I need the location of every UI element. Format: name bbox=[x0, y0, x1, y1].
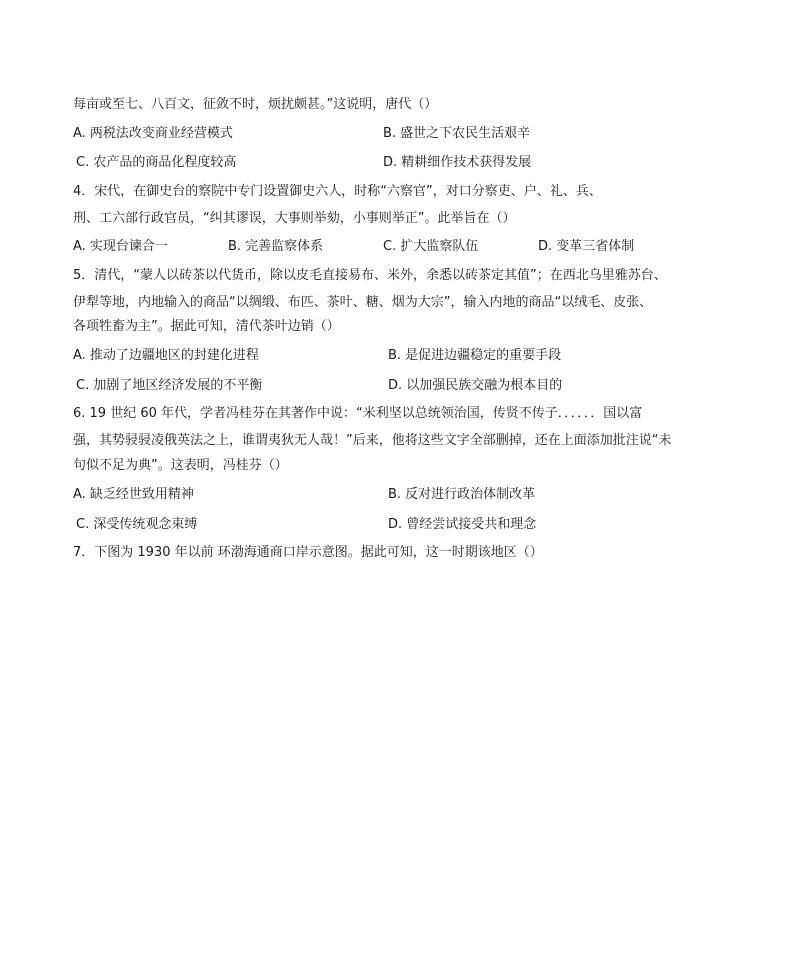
q6-option-b: B. 反对进行政治体制改革 bbox=[388, 487, 536, 502]
q4-option-d: D. 变革三省体制 bbox=[538, 239, 635, 254]
q5-stem-line1: 5．清代，“蒙人以砖茶以代货币，除以皮毛直接易布、米外，余悉以砖茶定其值”；在西北乌里雅苏台、 bbox=[73, 268, 667, 283]
q5-stem-line2: 伊犁等地，内地输入的商品“以绸缎、布匹、茶叶、糖、烟为大宗”，输入内地的商品“以绒毛、皮张、 bbox=[73, 295, 653, 310]
q3-stem-tail: 每亩或至七、八百文，征敛不时，烦扰颇甚。”这说明，唐代（） bbox=[73, 97, 438, 112]
q6-option-d: D. 曾经尝试接受共和理念 bbox=[388, 517, 537, 532]
q5-option-d: D. 以加强民族交融为根本目的 bbox=[388, 378, 563, 393]
q4-option-c: C. 扩大监察队伍 bbox=[383, 239, 479, 254]
q3-option-a: A. 两税法改变商业经营模式 bbox=[73, 126, 233, 141]
q3-option-b: B. 盛世之下农民生活艰辛 bbox=[383, 126, 531, 141]
q3-option-d: D. 精耕细作技术获得发展 bbox=[383, 155, 532, 170]
q6-option-c: C. 深受传统观念束缚 bbox=[76, 517, 198, 532]
q4-stem-line1: 4．宋代，在御史台的察院中专门设置御史六人，时称“六察官”，对口分察吏、户、礼、兵、 bbox=[73, 184, 602, 199]
q5-option-c: C. 加剧了地区经济发展的不平衡 bbox=[76, 378, 263, 393]
q3-option-c: C. 农产品的商品化程度较高 bbox=[76, 155, 237, 170]
q6-stem-line2: 强，其势骎骎凌俄英法之上，谁谓夷狄无人哉！”后来，他将这些文字全部删掉，还在上面添加批注说“未 bbox=[73, 433, 672, 448]
q6-stem-line3: 句似不足为典”。这表明，冯桂芬（） bbox=[73, 458, 288, 473]
q6-option-a: A. 缺乏经世致用精神 bbox=[73, 487, 194, 502]
q5-option-b: B. 是促进边疆稳定的重要手段 bbox=[388, 348, 562, 363]
q4-stem-line2: 刑、工六部行政官员，“纠其谬误，大事则举劾，小事则举正”。此举旨在（） bbox=[73, 211, 516, 226]
q6-stem-line1: 6. 19 世纪 60 年代，学者冯桂芬在其著作中说：“米利坚以总统领治国，传贤不传子．．．．．．国以富 bbox=[73, 406, 643, 421]
q7-stem-line1: 7．下图为 1930 年以前 环渤海通商口岸示意图。据此可知，这一时期该地区（） bbox=[73, 545, 543, 560]
q5-option-a: A. 推动了边疆地区的封建化进程 bbox=[73, 348, 259, 363]
q4-option-a: A. 实现台谏合一 bbox=[73, 239, 168, 254]
q5-stem-line3: 各项牲畜为主”。据此可知，清代茶叶边销（） bbox=[73, 319, 340, 334]
q4-option-b: B. 完善监察体系 bbox=[228, 239, 324, 254]
